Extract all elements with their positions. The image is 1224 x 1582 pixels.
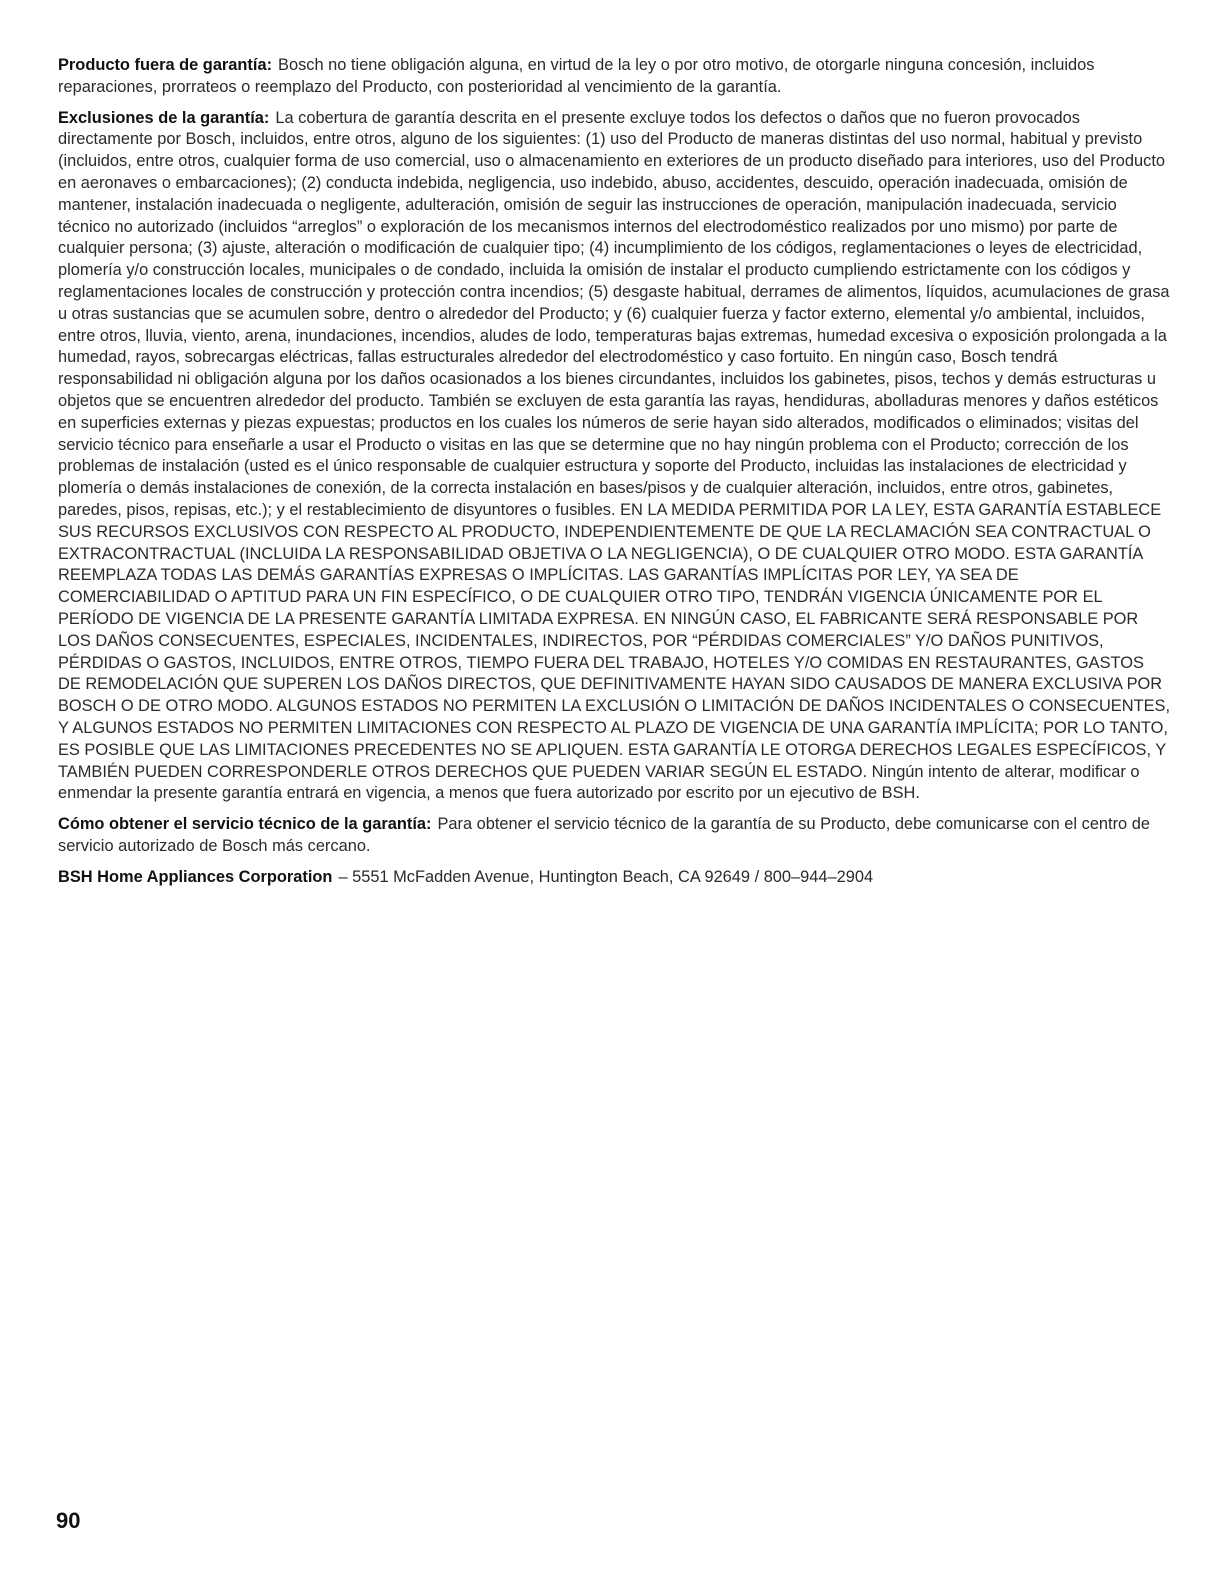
exclusions-heading: Exclusiones de la garantía: [58,108,270,127]
warranty-service-paragraph [58,814,1170,858]
exclusions-paragraph [58,108,1170,806]
company-name: BSH Home Appliances Corporation [58,867,333,886]
document-body [58,55,1170,897]
exclusions-text: La cobertura de garantía descrita en el presente excluye todos los defectos o daños que no fueron provocados directamente por Bosch, incluidos, entre otros, alguno de los siguientes: (1) uso del Producto de maneras distintas del uso normal, habitual y previsto (incluidos, entre otros, cualquier forma de uso comercial, uso o almacenamiento en exteriores de un producto diseñado para interiores, uso del Producto en aeronaves o embarcaciones); (2) conducta indebida, negligencia, uso indebido, abuso, accidentes, descuido, operación inadecuada, omisión de mantener, instalación inadecuada o negligente, adulteración, omisión de seguir las instrucciones de operación, manipulación inadecuada, servicio técnico no autorizado (incluidos “arreglos” o exploración de los mecanismos internos del electrodoméstico realizados por uno mismo) por parte de cualquier persona; (3) ajuste, alteración o modificación de cualquier tipo; (4) incumplimiento de los códigos, reglamentaciones o leyes de electricidad, plomería y/o construcción locales, municipales o de condado, incluida la omisión de instalar el producto cumpliendo estrictamente con los códigos y reglamentaciones locales de construcción y protección contra incendios; (5) desgaste habitual, derrames de alimentos, líquidos, acumulaciones de grasa u otras sustancias que se acumulen sobre, dentro o alrededor del Producto; y (6) cualquier fuerza y factor externo, elemental y/o ambiental, incluidos, entre otros, lluvia, viento, arena, inundaciones, incendios, aludes de lodo, temperaturas bajas extremas, humedad excesiva o exposición prolongada a la humedad, rayos, sobrecargas eléctricas, fallas estructurales alrededor del electrodoméstico y caso fortuito. En ningún caso, Bosch tendrá responsabilidad ni obligación alguna por los daños ocasionados a los bienes circundantes, incluidos los gabinetes, pisos, techos y demás estructuras u objetos que se encuentren alrededor del producto. También se excluyen de esta garantía las rayas, hendiduras, abolladuras menores y daños estéticos en superficies externas y piezas expuestas; productos en los cuales los números de serie hayan sido alterados, modificados o eliminados; visitas del servicio técnico para enseñarle a usar el Producto o visitas en las que se determine que no hay ningún problema con el Producto; corrección de los problemas de instalación (usted es el único responsable de cualquier estructura y soporte del Producto, incluidas las instalaciones de electricidad y plomería o demás instalaciones de conexión, de la correcta instalación en bases/pisos y de cualquier alteración, incluidos, entre otros, gabinetes, paredes, pisos, repisas, etc.); y el restablecimiento de disyuntores o fusibles. EN LA MEDIDA PERMITIDA POR LA LEY, ESTA GARANTÍA ESTABLECE SUS RECURSOS EXCLUSIVOS CON RESPECTO AL PRODUCTO, INDEPENDIENTEMENTE DE QUE LA RECLAMACIÓN SEA CONTRACTUAL O EXTRACONTRACTUAL (INCLUIDA LA RESPONSABILIDAD OBJETIVA O LA NEGLIGENCIA), O DE CUALQUIER OTRO MODO. ESTA GARANTÍA REEMPLAZA TODAS LAS DEMÁS GARANTÍAS EXPRESAS O IMPLÍCITAS. LAS GARANTÍAS IMPLÍCITAS POR LEY, YA SEA DE COMERCIABILIDAD O APTITUD PARA UN FIN ESPECÍFICO, O DE CUALQUIER OTRO TIPO, TENDRÁN VIGENCIA ÚNICAMENTE POR EL PERÍODO DE VIGENCIA DE LA PRESENTE GARANTÍA LIMITADA EXPRESA. EN NINGÚN CASO, EL FABRICANTE SERÁ RESPONSABLE POR LOS DAÑOS CONSECUENTES, ESPECIALES, INCIDENTALES, INDIRECTOS, POR “PÉRDIDAS COMERCIALES” Y/O DAÑOS PUNITIVOS, PÉRDIDAS O GASTOS, INCLUIDOS, ENTRE OTROS, TIEMPO FUERA DEL TRABAJO, HOTELES Y/O COMIDAS EN RESTAURANTES, GASTOS DE REMODELACIÓN QUE SUPEREN LOS DAÑOS DIRECTOS, QUE DEFINITIVAMENTE HAYAN SIDO CAUSADOS DE MANERA EXCLUSIVA POR BOSCH O DE OTRO MODO. ALGUNOS ESTADOS NO PERMITEN LA EXCLUSIÓN O LIMITACIÓN DE DAÑOS INCIDENTALES O CONSECUENTES, Y ALGUNOS ESTADOS NO PERMITEN LIMITACIONES CON RESPECTO AL PLAZO DE VIGENCIA DE UNA GARANTÍA IMPLÍCITA; POR LO TANTO, ES POSIBLE QUE LAS LIMITACIONES PRECEDENTES NO SE APLIQUEN. ESTA GARANTÍA LE OTORGA DERECHOS LEGALES ESPECÍFICOS, Y TAMBIÉN PUEDEN CORRESPONDERLE OTROS DERECHOS QUE PUEDEN VARIAR SEGÚN EL ESTADO. Ningún intento de alterar, modificar o enmendar la presente garantía entrará en vigencia, a menos que fuera autorizado por escrito por un ejecutivo de BSH. [58,108,1171,803]
out-of-warranty-paragraph [58,55,1170,99]
company-contact-paragraph [58,867,1170,889]
out-of-warranty-heading: Producto fuera de garantía: [58,56,273,74]
company-address: – 5551 McFadden Avenue, Huntington Beach, CA 92649 / 800–944–2904 [338,867,874,886]
warranty-service-text: Para obtener el servicio técnico de la garantía de su Producto, debe comunicarse con el centro de servicio autorizado de Bosch más cercano. [58,815,1150,855]
page-number: 90 [56,1508,81,1533]
out-of-warranty-text: Bosch no tiene obligación alguna, en virtud de la ley o por otro motivo, de otorgarle ninguna concesión, incluidos reparaciones, prorrateos o reemplazo del Producto, con posterioridad al vencimiento de la garantía. [58,56,1095,96]
warranty-service-heading: Cómo obtener el servicio técnico de la garantía: [58,815,432,834]
